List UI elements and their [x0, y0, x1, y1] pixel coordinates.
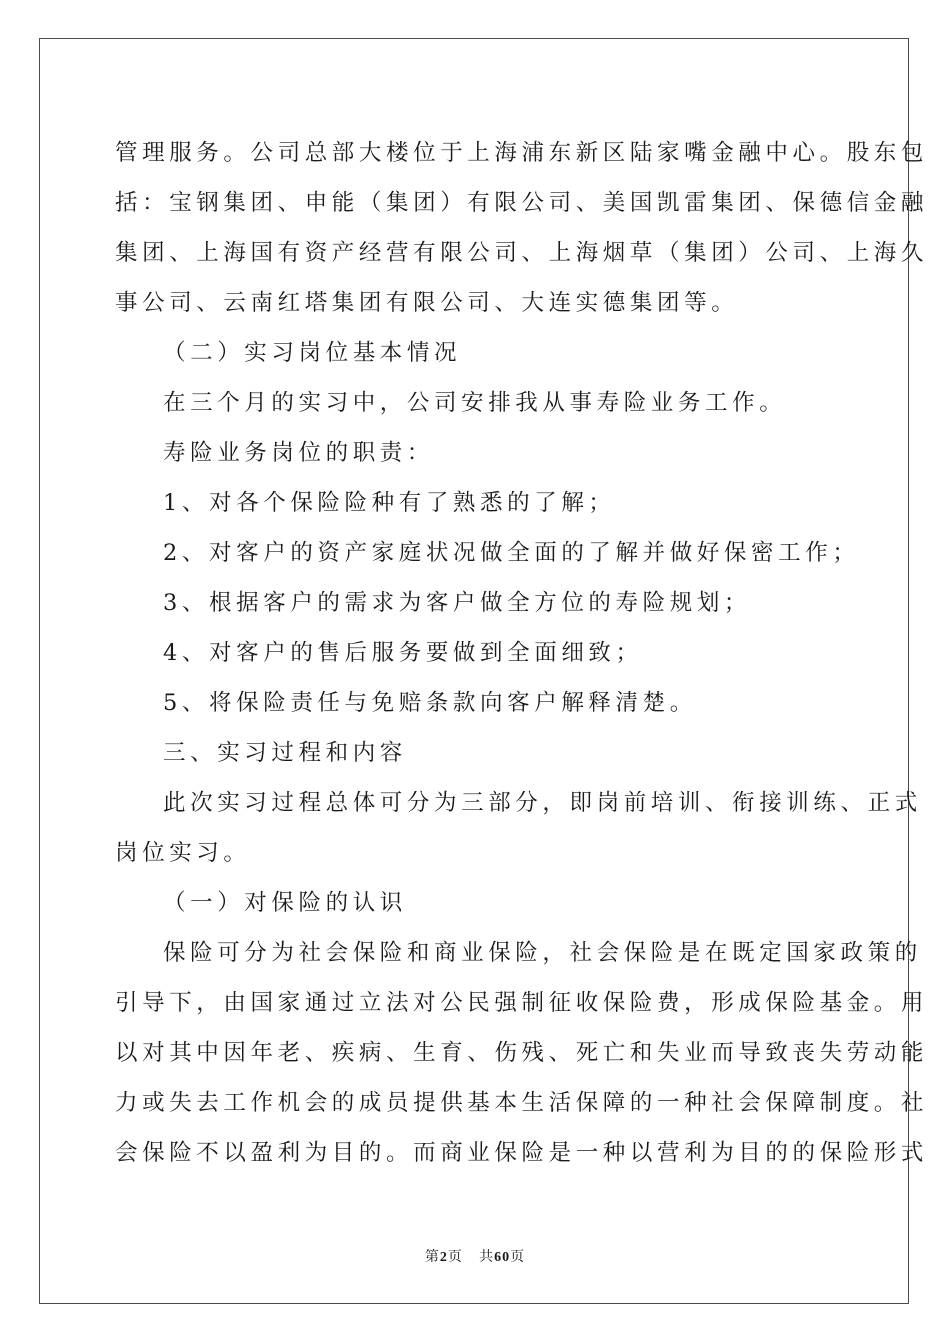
- text-line: 力或失去工作机会的成员提供基本生活保障的一种社会保障制度。社: [115, 1090, 929, 1116]
- list-item: 1、对各个保险险种有了熟悉的了解；: [163, 490, 616, 516]
- text-line: 此次实习过程总体可分为三部分，即岗前培训、衔接训练、正式: [163, 790, 922, 816]
- list-item: 3、根据客户的需求为客户做全方位的寿险规划；: [163, 590, 752, 616]
- text-line: 保险可分为社会保险和商业保险，社会保险是在既定国家政策的: [163, 940, 922, 966]
- total-prefix: 共: [479, 1249, 495, 1265]
- text-line: 会保险不以盈利为目的。而商业保险是一种以营利为目的的保险形式: [115, 1140, 929, 1166]
- total-pages: 60: [494, 1250, 511, 1265]
- list-item: 2、对客户的资产家庭状况做全面的了解并做好保密工作；: [163, 540, 860, 566]
- section-heading: （一）对保险的认识: [163, 890, 407, 916]
- text-line: 岗位实习。: [115, 840, 251, 866]
- list-item: 5、将保险责任与免赔条款向客户解释清楚。: [163, 690, 697, 716]
- text-line: 引导下，由国家通过立法对公民强制征收保险费，形成保险基金。用: [115, 990, 929, 1016]
- text-line: 集团、上海国有资产经营有限公司、上海烟草（集团）公司、上海久: [115, 240, 929, 266]
- page-number: 2: [439, 1250, 448, 1265]
- document-body: [115, 128, 929, 1178]
- text-line: 管理服务。公司总部大楼位于上海浦东新区陆家嘴金融中心。股东包: [115, 140, 929, 166]
- total-suffix: 页: [510, 1249, 526, 1265]
- text-line: 以对其中因年老、疾病、生育、伤残、死亡和失业而导致丧失劳动能: [115, 1040, 929, 1066]
- text-line: 在三个月的实习中，公司安排我从事寿险业务工作。: [163, 390, 787, 416]
- page-prefix: 第: [424, 1249, 440, 1265]
- section-heading: 三、实习过程和内容: [163, 740, 407, 766]
- text-line: 事公司、云南红塔集团有限公司、大连实德集团等。: [115, 290, 739, 316]
- section-heading: （二）实习岗位基本情况: [163, 340, 462, 366]
- text-line: 寿险业务岗位的职责：: [163, 440, 435, 466]
- page-footer: [0, 1246, 950, 1266]
- page-suffix: 页: [447, 1249, 463, 1265]
- list-item: 4、对客户的售后服务要做到全面细致；: [163, 640, 643, 666]
- text-line: 括：宝钢集团、申能（集团）有限公司、美国凯雷集团、保德信金融: [115, 190, 929, 216]
